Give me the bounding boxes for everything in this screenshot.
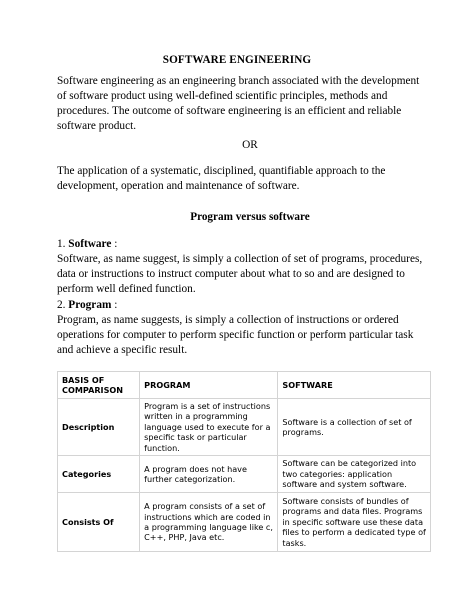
table-header-software: SOFTWARE <box>278 372 431 399</box>
table-cell-program: A program consists of a set of instructions which are coded in a programming language like c, C++, PHP, Java etc. <box>140 493 278 552</box>
program-heading <box>57 298 429 313</box>
table-header-basis: BASIS OF COMPARISON <box>58 372 140 399</box>
table-cell-software: Software is a collection of set of programs. <box>278 399 431 456</box>
software-description: Software, as name suggest, is simply a collection of set of programs, procedures, data or instructions to instruct computer about what to so and are designed to perform well defined function. <box>57 253 423 295</box>
section-subtitle: Program versus software <box>190 211 310 223</box>
software-number: 1. <box>57 238 69 250</box>
program-term: Program <box>68 299 112 311</box>
or-separator: OR <box>242 139 258 151</box>
software-heading <box>57 237 429 252</box>
table-cell-program: Program is a set of instructions written in a programming language used to execute for a specific task or particular function. <box>140 399 278 456</box>
program-colon: : <box>111 299 118 311</box>
software-term: Software <box>68 238 112 250</box>
table-header-row <box>58 372 431 399</box>
table-cell-software: Software consists of bundles of programs and data files. Programs in specific software use these data files to perform a dedicated type of tasks. <box>278 493 431 552</box>
program-number: 2. <box>57 299 69 311</box>
table-cell-software: Software can be categorized into two categories: application software and system software. <box>278 456 431 493</box>
table-cell-basis: Description <box>58 399 140 456</box>
table-row <box>58 493 431 552</box>
definition-paragraph-1: Software engineering as an engineering branch associated with the development of software product using well-defined scientific principles, methods and procedures. The outcome of software engineering is an efficient and reliable software product. <box>57 75 420 132</box>
table-row <box>58 399 431 456</box>
table-header-program: PROGRAM <box>140 372 278 399</box>
software-section <box>57 237 429 297</box>
program-description: Program, as name suggests, is simply a collection of instructions or ordered operations for computer to perform specific function or perform particular task and achieve a specific result. <box>57 314 414 356</box>
comparison-table <box>57 371 431 552</box>
table-cell-basis: Consists Of <box>58 493 140 552</box>
page-title: SOFTWARE ENGINEERING <box>162 54 312 66</box>
table-cell-program: A program does not have further categorization. <box>140 456 278 493</box>
table-cell-basis: Categories <box>58 456 140 493</box>
software-colon: : <box>111 238 118 250</box>
program-section <box>57 298 429 358</box>
table-row <box>58 456 431 493</box>
definition-paragraph-2: The application of a systematic, disciplined, quantifiable approach to the development, operation and maintenance of software. <box>57 165 386 192</box>
